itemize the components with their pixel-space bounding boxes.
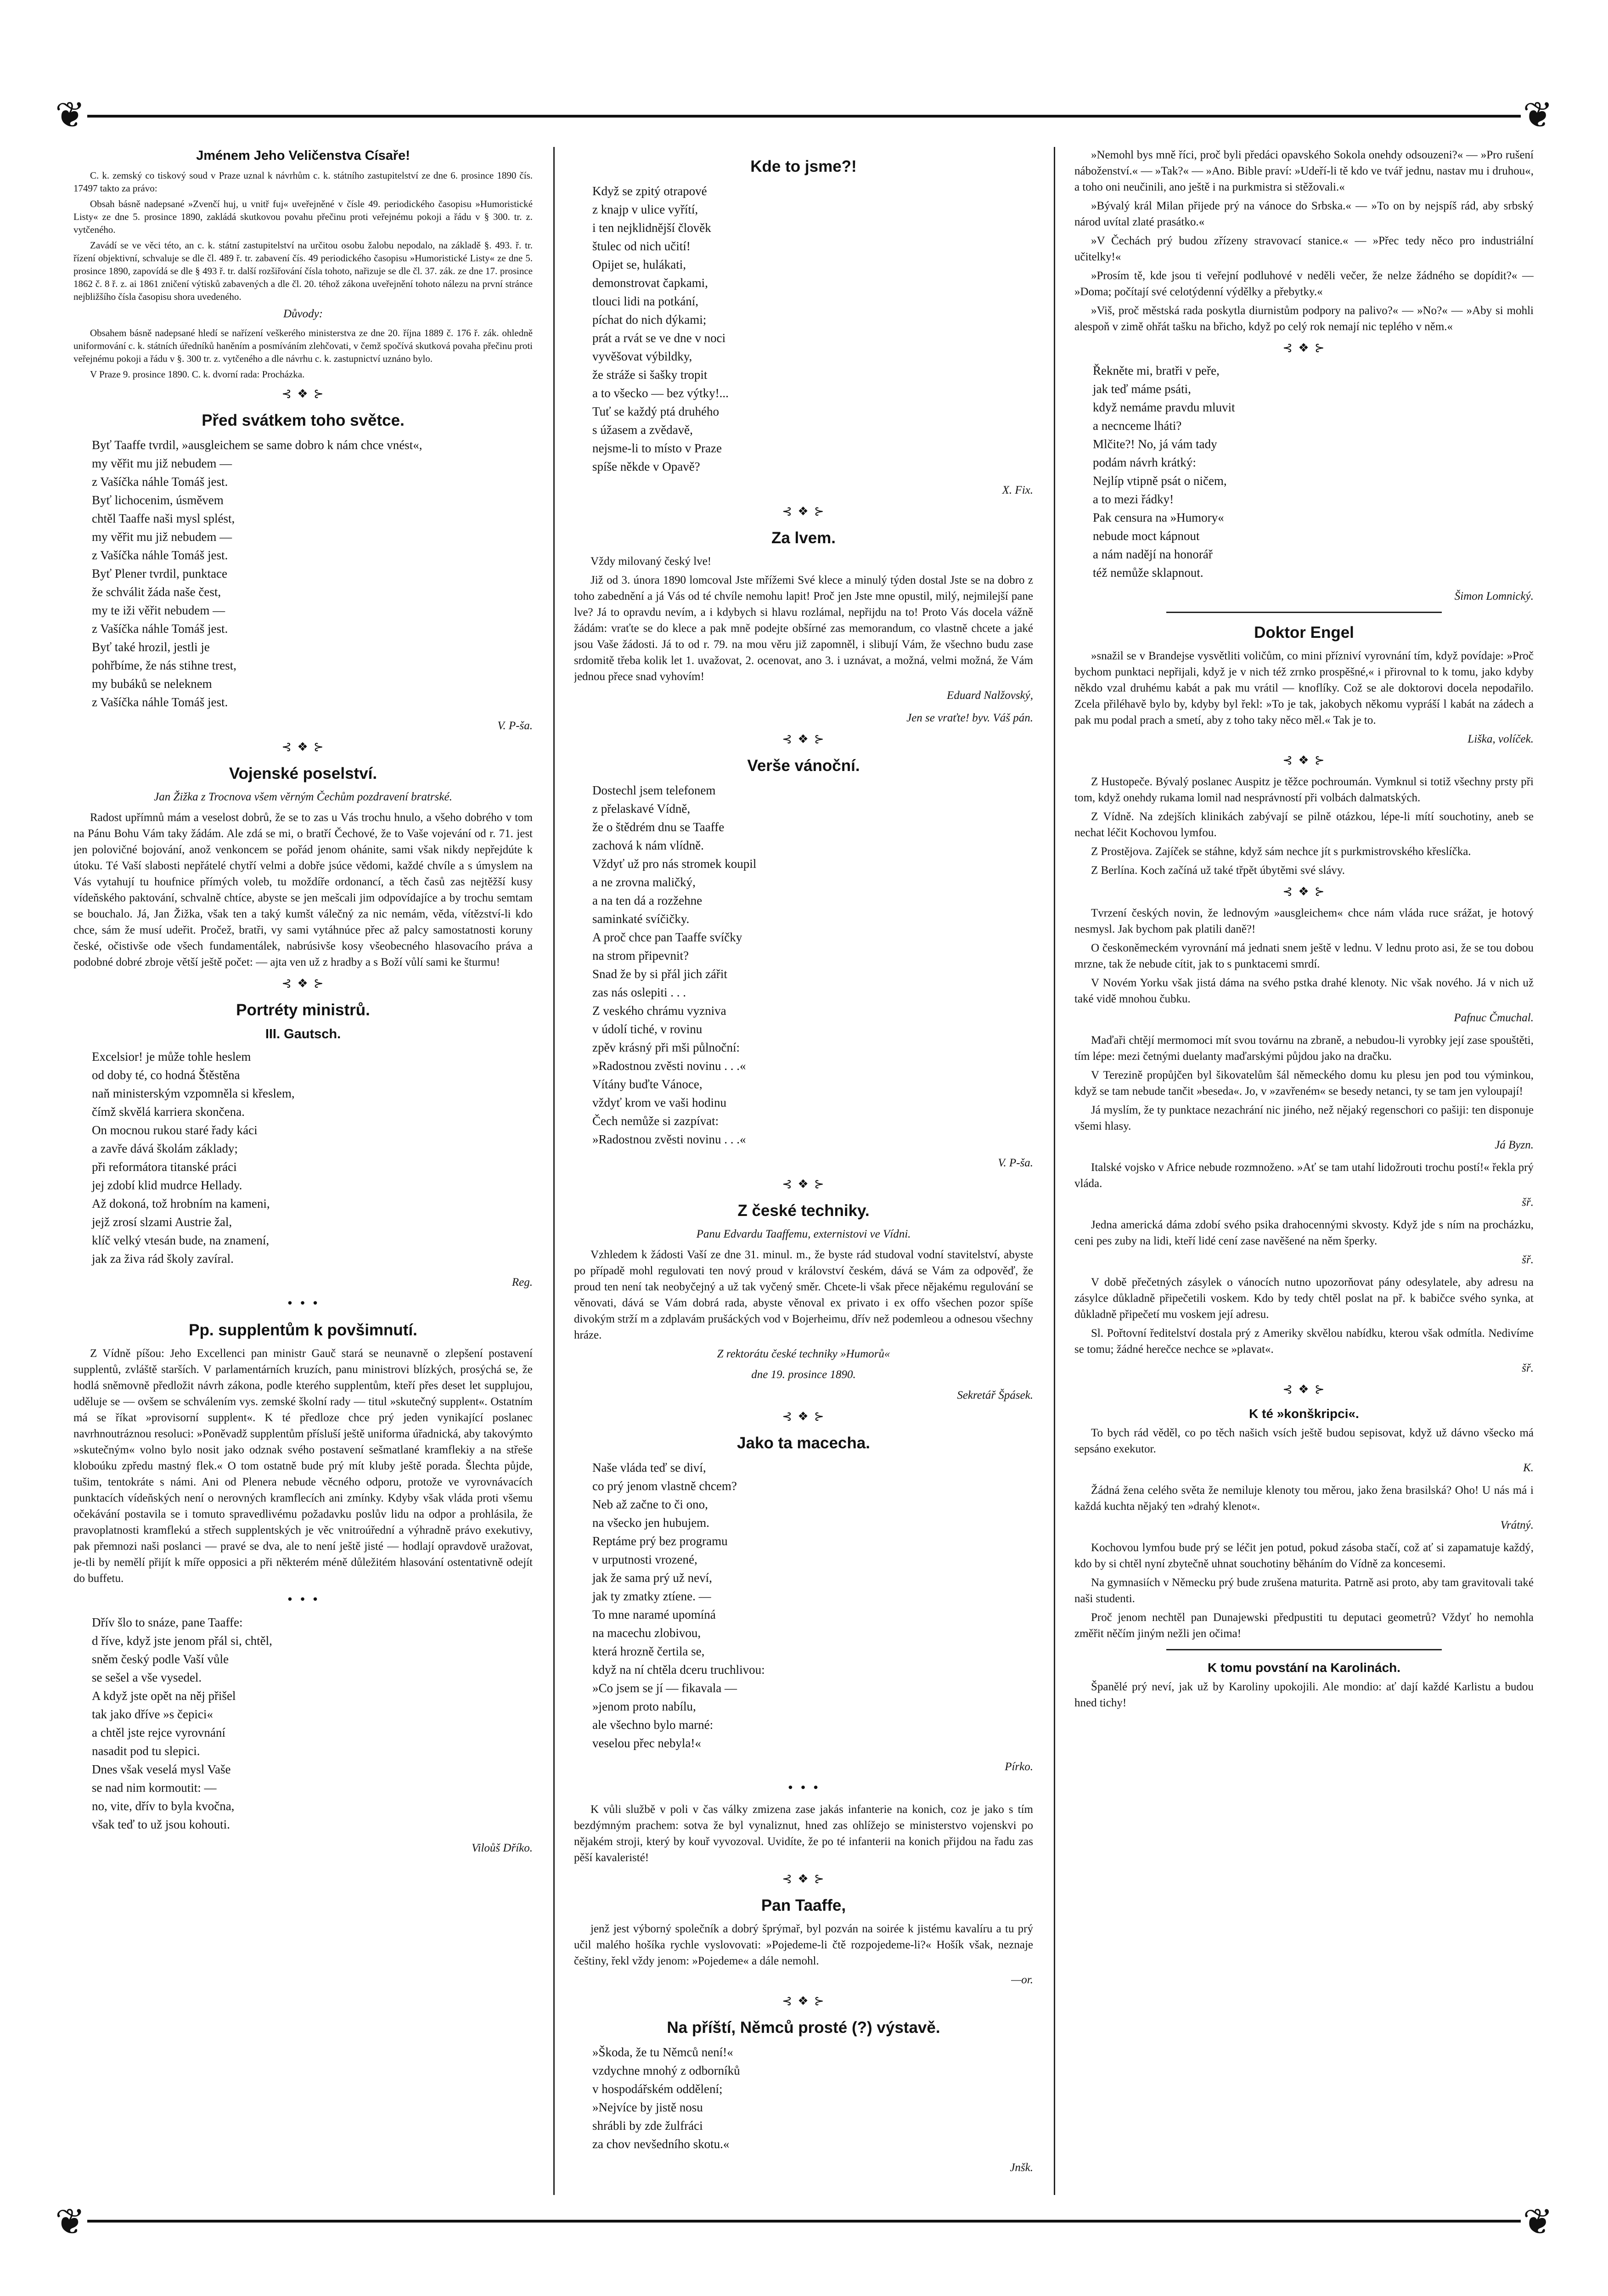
frame-rule-bottom (87, 2220, 1521, 2223)
article-title: Na příští, Němců prosté (?) výstavě. (667, 2019, 940, 2037)
article-paragraph: K vůli službě v poli v čas války zmizena zase jakás infanterie na konich, coz je jako s tím bezdýmným prachem: sotva že byl vynaliznut, hned zas ohlížejo se ministerstvo vojenskvi po nějakém stroji, který by kouř vyvozoval. Uvidíte, že po té infanterii na konich přijdou na řadu zas pěší kavaleristé! (574, 1803, 1033, 1864)
article-paragraph: Já myslím, že ty punktace nezachrání nic jiného, než nějaký regenschori co pašiji: ten disponuje všemi hlasy. (1074, 1104, 1534, 1132)
article-signature: Jnšk. (1010, 2161, 1033, 2174)
page-frame (55, 95, 1553, 2242)
column-middle (574, 147, 1033, 2200)
corner-ornament-icon: ❦ (55, 95, 85, 135)
corner-ornament-icon: ❦ (1523, 2202, 1553, 2242)
article-paragraph: Na gymnasiích v Německu prý bude zrušena maturita. Patrně asi proto, aby tam gravitovali také naši studenti. (1074, 1576, 1534, 1605)
article-paragraph: Kochovou lymfou bude prý se léčit jen potud, pokud zásoba stačí, což ať si zapamatuje každý, kdo by si chtěl nyní zbytečně uhnat souchotiny běháním do Vídně za koncesemi. (1074, 1542, 1534, 1570)
column-divider (1054, 147, 1055, 2195)
article-paragraph: »Bývalý král Milan přijede prý na vánoce do Srbska.« — »To on by nejspíš rád, aby srbský národ uvítal zlaté prasátko.« (1074, 200, 1534, 228)
article-signature: Reg. (512, 1276, 533, 1289)
article-paragraph: Obsah básně nadepsané »Zvenčí huj, u vnitř fuj« uveřejněné v čísle 49. periodického časopisu »Humoristické Listy« ze dne 5. prosince 1890, zakládá skutkovou povahu přečinu proti veřejnému pokoji a řádu v § 300. tr. z. vytčeného. (73, 198, 533, 235)
column-left (73, 147, 533, 2200)
separator-ornament-icon: ⊰ ❖ ⊱ (1282, 1383, 1326, 1396)
article-date: dne 19. prosince 1890. (751, 1368, 856, 1381)
poem-verse: Řekněte mi, bratři v peře, jak teď máme psáti, když nemáme pravdu mluvit a necnceme lháti? Mlčite?! No, já vám tady podám návrh krátký: Nejlíp vtipně psát o ničem, a to mezi řádky! Pak censura na »Humory« nebude moct kápnout a nám nadějí na honorář též nemůže sklapnout. (1093, 364, 1235, 580)
separator-ornament-icon: ⊰ ❖ ⊱ (782, 505, 825, 518)
article-title: Jako ta macecha. (737, 1434, 870, 1452)
separator-ornament-icon: ⊰ ❖ ⊱ (1282, 885, 1326, 899)
article-paragraph: Z Vídně píšou: Jeho Excellenci pan ministr Gauč stará se neunavně o zlepšení postavení supplentů, zvláště starších. V parlamentárních kruzích, panu ministrovi blízkých, prosýchá se, že hodlá sněmovně předložit návrh zákona, podle kterého supplentům, kteří přes deset let supplujou, uděluje se — ovšem se schválením vys. zemské školní rady — titul »skutečný supplent«. Ostatním má se říkat »provisorní supplent«. K té předloze chce prý jeden vynikající poslanec navrhnoutráznou resoluci: »Poněvadž supplentům přísluší ještě uniforma úřadnická, aby takovýmto »skutečným« volno bylo nosit jako odznak svého postavení sešmatlané kramflekiy a na střeše kloboúku zpředu mastný flek.« O tom ostatně bude prý mít kluby ještě porada. Šlechta půjde, tušim, tentokráte s námi. Ani od Plenera nebude věcného odporu, protože ve vyrovnávacích punktacích vídeňských není o nerovných kramflecích ani zmínky. Kdyby však vláda proti všemu očekávání postavila se i tomuto spravedlivému požadavku poslův lidu na odpor a prohlásila, že pravoplatnosti kramflekú a střech supplentských je věc vnitroúřední a výhradně právo exekutivy, pak přemnozi naši poslanci — pravé se dva, ale to není ještě jisté — hodlají opravdově uražovat, je-tli by nemělí přijít k míře opposici a při některém méně důležitém hlasování ostentativně odejít do buffetu. (73, 1347, 533, 1585)
article-paragraph: Vždy milovaný český lve! (590, 555, 712, 568)
article-paragraph: Tvrzení českých novin, že lednovým »ausgleichem« chce nám vláda ruce srážat, je hotový nesmysl. Jak bychom pak platili daně?! (1074, 907, 1534, 935)
separator-ornament-icon: ⊰ ❖ ⊱ (281, 387, 325, 401)
article-signature: Šimon Lomnický. (1454, 590, 1534, 602)
article-signature: Já Byzn. (1495, 1139, 1534, 1151)
column-divider (553, 147, 555, 2195)
article-paragraph: Obsahem básně nadepsané hledí se nařízení veškerého ministerstva ze dne 20. října 1889 č. 176 ř. zák. ohledně uniformování c. k. státních úředníků haněním a posmíváním zlehčovati, v čemž spočívá skutková povaha přečinu proti veřejnému pokoji a řádu v §. 300 tr. z. vytčeného a dle návrhu c. k. zastupnictví uznáno bylo. (73, 327, 533, 364)
corner-ornament-icon: ❦ (55, 2202, 85, 2242)
article-signature: šř. (1522, 1254, 1534, 1266)
article-subheading: Panu Edvardu Taaffemu, externistovi ve Vídni. (696, 1228, 911, 1240)
article-title: Vojenské poselství. (229, 765, 377, 782)
article-signature: —or. (1011, 1974, 1033, 1986)
article-paragraph: Sl. Pořtovní ředitelství dostala prý z Ameriky skvělou nabídku, kterou však odmítla. Nedivíme se tomu; žádné herečce nechce se »plavat«. (1074, 1327, 1534, 1356)
separator-ornament-icon: ⊰ ❖ ⊱ (782, 732, 825, 746)
article-signature: Viloůš Dříko. (472, 1842, 533, 1854)
article-title: Verše vánoční. (747, 757, 860, 775)
article-title: Jménem Jeho Veličenstva Císaře! (196, 148, 410, 163)
column-right (1074, 147, 1534, 2200)
article-title: Kde to jsme?! (750, 158, 857, 175)
article-signature: V. P-ša. (998, 1157, 1033, 1169)
section-rule (1166, 1649, 1442, 1650)
article-paragraph: Maďaři chtějí mermomoci mít svou továrnu na zbraně, a nebudou-li vyrobky její zase spouštěti, tím lépe: mezi četnými duelanty maďarskými půjdou jako na dračku. (1074, 1034, 1534, 1063)
article-signature: Liška, volíček. (1467, 733, 1534, 745)
section-rule (1166, 612, 1442, 613)
separator-ornament-icon: ⊰ ❖ ⊱ (782, 1410, 825, 1424)
article-paragraph: Z Vídně. Na zdejších klinikách zabývají se pilně otázkou, lépe-li mítí souchotiny, aneb se nechat léčit Kochovou lymfou. (1074, 810, 1534, 839)
article-signature: Pafnuc Čmuchal. (1454, 1012, 1534, 1024)
article-paragraph: Vzhledem k žádosti Vaší ze dne 31. minul. m., že byste rád studoval vodní stavitelství, abyste po případě mohl regulovati ten nový proud v království českém, dává se Vám za odpověď, že proud ten není tak neobyčejný a už tak vyčený směr. Chcete-li však přece nějakému regulování se věnovati, dává se Vám dobrá rada, abyste věnoval ex privato i ex offo všechen pozor spíše divokým strží m a zdplavám prušáckých vod v Bojerheimu, dřív než podemleou a odnesou všechny hráze. (574, 1249, 1033, 1341)
article-signature: X. Fix. (1002, 484, 1033, 496)
article-title: Pp. supplentům k povšimnutí. (189, 1321, 417, 1339)
article-paragraph: »V Čechách prý budou zřízeny stravovací stanice.« — »Přec tedy něco pro industriální učitelky!« (1074, 235, 1534, 263)
article-signature: šř. (1522, 1196, 1534, 1209)
poem-verse: Když se zpitý otrapové z knajp v ulice vyřítí, i ten nejklidnější člověk štulec od nich učití! Opijet se, hulákati, demonstrovat čapkami, tlouci lidi na potkání, píchat do nich dýkami; prát a rvát se ve dne v noci vyvěšovat výbildky, že stráže si šašky tropit a to všecko — bez výtky!... Tuť se každý ptá druhého s úžasem a zvědavě, nejsme-li to místo v Praze spíše někde v Opavě? (592, 184, 729, 473)
article-subheading: Důvody: (283, 308, 323, 320)
article-signature: šř. (1522, 1362, 1534, 1374)
article-title: K tomu povstání na Karolinách. (1207, 1660, 1401, 1675)
article-paragraph: Žádná žena celého světa že nemiluje klenoty tou měrou, jako žena brasilská? Oho! U nás má i každá kuchta nějaký ten »drahý klenot«. (1074, 1484, 1534, 1513)
article-signature: V. P-ša. (497, 720, 533, 732)
article-paragraph: V Novém Yorku však jistá dáma na svého pstka drahé klenoty. Nic však nového. Já v nich už také vidě mnohou čubku. (1074, 977, 1534, 1005)
article-paragraph: Proč jenom nechtěl pan Dunajewski předpustiti tu deputaci geometrů? Vždyť ho nemohla změřit něčím jiným nežli jen očima! (1074, 1611, 1534, 1640)
article-paragraph: Italské vojsko v Africe nebude rozmnoženo. »Ať se tam utahí lidožrouti trochu postí!« řekla prý vláda. (1074, 1161, 1534, 1190)
article-paragraph: O českoněmeckém vyrovnání má jednati snem ještě v lednu. V lednu proto asi, že se tou dobou mrzne, tak že nebude cítit, jak to s punktacemi smrdí. (1074, 942, 1534, 970)
separator-ornament-icon: • • • (286, 1297, 320, 1311)
article-paragraph: »snažil se v Brandejse vysvětliti voličům, co mini přízniví vyrovnání tím, když povídaje: »Proč bychom punktaci nepřijali, když je v nich též zrnko prospěšné,« i přirovnal to k tomu, jako kdyby někdo vzal druhému kabát a pak mu vrátil — knoflíky. Což se ale doktorovi docela nepodařilo. Zcela přiléhavě bylo by, kdyby byl řekl: »To je tak, jakobych někomu vypráší l kabát na zádech a pak mu podal prach a smetí, aby z toho taky něco měl.« Tak je to. (1074, 650, 1534, 726)
poem-verse: Byť Taaffe tvrdil, »ausgleichem se same dobro k nám chce vnést«, my věřit mu již nebudem — z Vašíčka náhle Tomáš jest. Byť lichocenim, úsměvem chtěl Taaffe naši mysl splést, my věřit mu již nebudem — z Vašíčka náhle Tomáš jest. Byť Plener tvrdil, punktace že schválit žáda naše čest, my te iži věřit nebudem — z Vašíčka náhle Tomáš jest. Byť také hrozil, jestli je pohřbíme, že nás stihne trest, my bubáků se neleknem z Vašíčka náhle Tomáš jest. (92, 438, 422, 709)
article-paragraph: To bych rád věděl, co po těch našich vsích ještě budou sepisovat, když už dávno všecko má sepsáno exekutor. (1074, 1427, 1534, 1455)
article-subheading: Jan Žižka z Trocnova všem věrným Čechům pozdravení bratrské. (154, 791, 452, 803)
article-title: Doktor Engel (1254, 624, 1354, 642)
separator-ornament-icon: ⊰ ❖ ⊱ (782, 1994, 825, 2008)
article-signature: Jen se vraťte! byv. Váš pán. (906, 712, 1033, 724)
separator-ornament-icon: ⊰ ❖ ⊱ (281, 740, 325, 754)
article-paragraph: jenž jest výborný společník a dobrý šprýmař, byl pozván na soirée k jistému kavalíru a tu prý učil malého hošíka rychle vyslovovati: »Pojedeme-li čtě rozpojedeme-li?« Hošík však, neznaje češtiny, řekl vždy jenom: »Pojedeme« a dále nemohl. (574, 1923, 1033, 1967)
poem-verse: Excelsior! je může tohle heslem od doby té, co hodná Štěstěna naň ministerským vzpomněla si křeslem, čímž skvělá karriera skončena. On mocnou rukou staré řady káci a zavře dává školám základy; při reformátora titanské práci jej zdobí klid mudrce Hellady. Až dokoná, tož hrobním na kameni, jejž zrosí slzami Austrie žal, klíč velký vtesán bude, na znamení, jak za živa rád školy zavíral. (92, 1050, 295, 1266)
article-signature: V Praze 9. prosince 1890. C. k. dvorní rada: Procházka. (90, 369, 305, 380)
article-paragraph: Již od 3. února 1890 lomcoval Jste mřížemi Své klece a minulý týden dostal Jste se na dobro z toho zabednění a já Vás od té chvíle nemohu lapit! Proč jen Jste mne opustil, milý, nejmilejší pane lve? Já to opravdu nevím, a i kdybych si hlavu rozlámal, nepřijdu na to! Proto Vás docela vážně žádám: vraťte se do klece a pak mně podejte obšírné zas memorandum, co vlastně chcete a jaké jsou Vaše žádosti. Já to od r. 79. na mou věru již zapomněl, i slibují Vám, že všechno budu zase srdomitě třeba kolik let 1. uvažovat, 2. ocenovat, ano 3. i uznávat, a možná, velmi možná, že Vám jednou přece snad vyhovím! (574, 574, 1033, 683)
article-paragraph: Z Hustopeče. Bývalý poslanec Auspitz je těžce pochroumán. Vymknul si totiž všechny prsty při tom, když onehdy rukama lomil nad nesprávností při volbách dalmatských. (1074, 776, 1534, 804)
article-title: Za lvem. (771, 529, 836, 547)
poem-verse: Naše vláda teď se diví, co prý jenom vlastně chcem? Neb až začne to či ono, na všecko jen hubujem. Reptáme prý bez programu v urputnosti vrozené, jak že sama prý už neví, jak ty zmatky ztíene. — To mne naramé upomíná na macechu zlobivou, která hrozně čertila se, když na ní chtěla dceru truchlivou: »Co jsem se jí — fikavala — »jenom proto nabílu, ale všechno bylo marné: veselou přec nebyla!« (592, 1461, 765, 1750)
article-title: Před svátkem toho světce. (202, 411, 405, 429)
separator-ornament-icon: • • • (286, 1593, 320, 1607)
poem-verse: Dřív šlo to snáze, pane Taaffe: d říve, když jste jenom přál si, chtěl, sněm český podle Vaší vůle se sešel a vše vysedel. A když jste opět na něj přišel tak jako dříve »s čepici« a chtěl jste rejce vyrovnání nasadit pod tu slepici. Dnes však veselá mysl Vaše se nad nim kormoutit: — no, vite, dřív to byla kvočna, však teď to už jsou kohouti. (92, 1615, 272, 1831)
article-subheading: Z rektorátu české techniky »Humorů« (717, 1348, 890, 1360)
article-paragraph: V době přečetných zásylek o vánocích nutno upozorňovat pány odesylatele, aby adresu na zásylce důkladně připečetili voskem. Kdo by tedy chtěl poslat na př. k babičce svého synka, at důkladně připečetí mu voskem její adresu. (1074, 1276, 1534, 1321)
separator-ornament-icon: • • • (787, 1781, 821, 1795)
corner-ornament-icon: ❦ (1523, 95, 1553, 135)
article-signature: K. (1523, 1462, 1534, 1474)
article-paragraph: Z Berlína. Koch začíná už také třpět úbytěmi své slávy. (1091, 864, 1345, 877)
article-paragraph: Radost upřímnů mám a veselost dobrů, že se to zas u Vás trochu hnulo, a všeho dobrého v tom na Pánu Bohu Vám taky žádám. Ale zdá se mi, o bratří Čechové, že to Vaše vojevání od r. 71. jest jen polovičné bojování, anož venkoncem se pořád jenom ohánite, sami však nikdy nepřejdúte k útoku. Té Vaší slabosti nepřátelé chytří velmi a dobře jsúce vědomi, každé chvíle a s úmyslem na Vás vytahují tu houfnice přímých voleb, tu moždíře ordonancí, a těch časů zas nejtěžší kusy vídeňského paktování, schvalně chtíce, abyste se jen mešcali jim odpovídajíce a by trochu semtam se bouchalo. Já, Jan Žižka, však ten a taký kumšt válečný za nic nemám, věda, vítězství-li kdo chce, sám že musí udeřit. Pročež, bratři, vy sami vytáhnúce přec až palcy samostatnosti koruny české, očistivše ode všech fundamentálek, nabrúsivše kosy všeobecného hlasovacího práva a podobné dobré zbroje větší ještě počet: — ajta ven už z hradby a s Boží vůlí sami ke šturmu! (73, 811, 533, 968)
article-paragraph: Španělé prý neví, jak už by Karoliny upokojili. Ale mondio: ať dají každé Karlistu a budou hned tichy! (1074, 1681, 1534, 1709)
article-signature: Sekretář Špásek. (957, 1389, 1033, 1401)
separator-ornament-icon: ⊰ ❖ ⊱ (281, 977, 325, 990)
article-signature: Vrátný. (1500, 1519, 1534, 1531)
article-title: K té »konškripci«. (1249, 1407, 1359, 1421)
article-subheading: III. Gautsch. (265, 1027, 341, 1041)
separator-ornament-icon: ⊰ ❖ ⊱ (1282, 341, 1326, 355)
article-paragraph: Zavádí se ve věci této, an c. k. státní zastupitelství na určitou osobu žalobu nepodalo, na základě §. 493. ř. tr. řízení objektivní, schvaluje se dle čl. 489 ř. tr. zabavení čís. 49 periodického časopisu »Humoristické Listy« ze dne 5. prosince 1890, zapovídá se dle § 493 ř. tr. další rozšiřování čísla tohoto, nařizuje se dle čl. 37. zák. ze dne 17. prosince 1862 č. 8 ř. z. ai 1861 zničení výtisků zabavených a dle čl. 20. téhož zákona uveřejnění tohoto nálezu na první stránce nejbližšího čísla časopisu shora uvedeného. (73, 240, 533, 302)
article-paragraph: V Terezině propůjčen byl šikovatelům šál německého domu ku plesu jen pod tou výminkou, když se tam nebude tančit »beseda«. Jo, v »zavřeném« se besedy netanci, ty se tam jen vyloupají! (1074, 1069, 1534, 1097)
frame-rule-top (87, 115, 1521, 118)
article-title: Pan Taaffe, (761, 1896, 846, 1914)
article-title: Portréty ministrů. (236, 1001, 370, 1019)
poem-verse: »Škoda, že tu Němců není!« vzdychne mnohý z odborníků v hospodářském oddělení; »Nejvíce by jistě nosu shrábli by zde žulfráci za chov nevšedního skotu.« (592, 2045, 740, 2151)
article-title: Z české techniky. (737, 1202, 870, 1220)
separator-ornament-icon: ⊰ ❖ ⊱ (1282, 754, 1326, 767)
article-paragraph: Jedna americká dáma zdobí svého psika drahocennými skvosty. Když jde s ním na procházku, ceni pes zuby na lidi, kteří lidé cení zase navěšené na něm šperky. (1074, 1219, 1534, 1247)
article-paragraph: Z Prostějova. Zajíček se stáhne, když sám nechce jít s purkmistrovského křeslíčka. (1091, 845, 1471, 858)
article-paragraph: »Nemohl bys mně říci, proč byli předáci opavského Sokola onehdy odsouzeni?« — »Pro rušení náboženství.« — »Tak?« — »Ano. Bible praví: »Udeří-li tě kdo ve tvář jednu, nastav mu i druhou«, a toho oni neučinili, ano ještě i na purkmistra si stěžovali.« (1074, 149, 1534, 193)
article-paragraph: »Viš, proč městská rada poskytla diurnistům podpory na palivo?« — »No?« — »Aby si mohli alespoň v zimě ohřát tašku na břicho, když po celý rok nemají nic teplého v něm.« (1074, 304, 1534, 333)
separator-ornament-icon: ⊰ ❖ ⊱ (782, 1872, 825, 1886)
article-paragraph: C. k. zemský co tiskový soud v Praze uznal k návrhům c. k. státního zastupitelství ze dne 6. prosince 1890 čís. 17497 takto za právo: (73, 170, 533, 194)
article-signature: Eduard Nalžovský, (947, 689, 1033, 702)
poem-verse: Dostechl jsem telefonem z přelaskavé Vídně, že o štědrém dnu se Taaffe zachová k nám vlídně. Vždyť už pro nás stromek koupil a ne zrovna maličký, a na ten dá a rozžehne saminkaté svíčičky. A proč chce pan Taaffe svíčky na strom připevnit? Snad že by si přál jich zářit zas nás oslepiti . . . Z veského chrámu vyzniva v údolí tiché, v rovinu zpěv krásný při mši půlnoční: »Radostnou zvěsti novinu . . .« Vítány buďte Vánoce, vždyť krom ve vaši hodinu Čech nemůže si zazpívat: »Radostnou zvěsti novinu . . .« (592, 783, 757, 1146)
article-signature: Pírko. (1005, 1761, 1033, 1773)
separator-ornament-icon: ⊰ ❖ ⊱ (782, 1177, 825, 1191)
article-paragraph: »Prosím tě, kde jsou ti veřejní podluhové v neděli večer, že nelze žádného se dopídit?« — »Doma; počítají své celotýdenní výdělky a přebytky.« (1074, 270, 1534, 298)
